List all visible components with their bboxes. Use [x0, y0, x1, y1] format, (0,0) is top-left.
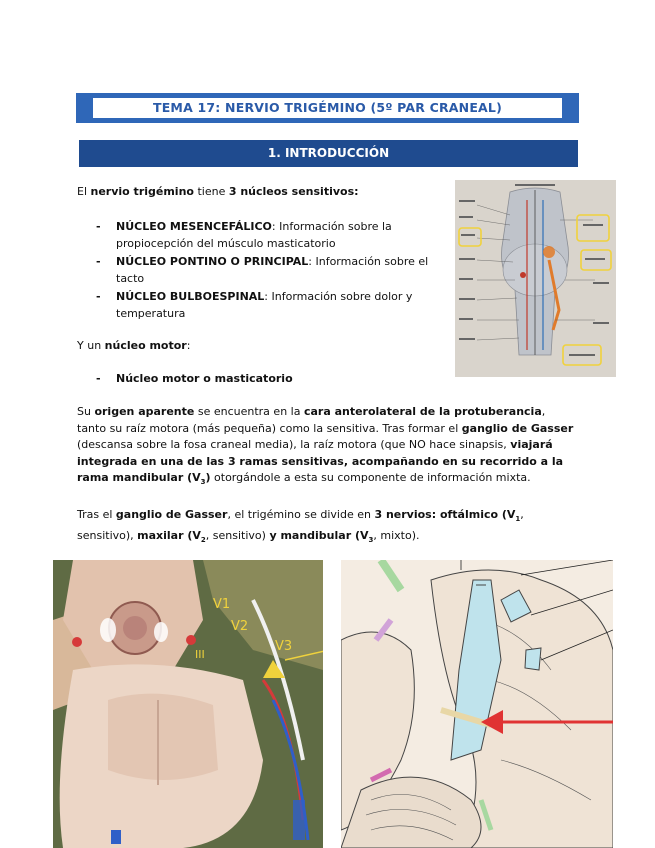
division-paragraph: Tras el ganglio de Gasser, el trigémino se divide en 3 nervios: oftálmico ($V_1$, sensitivo), maxilar ($V_2$, sensitivo) y mandibular ($V_3$, mixto). — [77, 508, 524, 544]
list-item: - NÚCLEO MESENCEFÁLICO: Información sobre la propiocepción del músculo masticatorio — [96, 219, 448, 252]
v1-label: V1 — [213, 597, 231, 612]
motor-intro: Y un núcleo motor: — [77, 339, 191, 352]
section-heading: 1. INTRODUCCIÓN — [79, 140, 578, 167]
v3-label: V3 — [275, 639, 293, 654]
cranial-dissection-photo — [53, 560, 323, 848]
v2-label: V2 — [231, 619, 249, 634]
list-item: - Núcleo motor o masticatorio — [96, 371, 396, 388]
motor-nucleus-list — [96, 371, 396, 390]
title-banner — [76, 93, 579, 123]
list-item: - NÚCLEO BULBOESPINAL: Información sobre dolor y temperatura — [96, 289, 448, 322]
intro-paragraph: El nervio trigémino tiene 3 núcleos sensitivos: — [77, 185, 359, 198]
sensory-nuclei-list — [96, 219, 448, 324]
trigeminal-illustration — [341, 560, 613, 848]
list-item: - NÚCLEO PONTINO O PRINCIPAL: Información sobre el tacto — [96, 254, 448, 287]
brainstem-nuclei-diagram — [455, 180, 616, 377]
origin-paragraph: Su origen aparente se encuentra en la cara anterolateral de la protuberancia, tanto su raíz motora (más pequeña) como la sensitiva. Tras formar el ganglio de Gasser (descansa sobre la fosa craneal media), la raíz motora (que NO hace sinapsis, viajará integrada en una de las 3 ramas sensitivas, acompañando en su recorrido a la rama mandibular $(V_3)$ otorgándole a esta su componente de información mixta. — [77, 405, 574, 487]
page-title: TEMA 17: NERVIO TRIGÉMINO (5º PAR CRANEAL) — [93, 98, 562, 118]
cranial-nerve-iii-label: III — [195, 648, 205, 661]
